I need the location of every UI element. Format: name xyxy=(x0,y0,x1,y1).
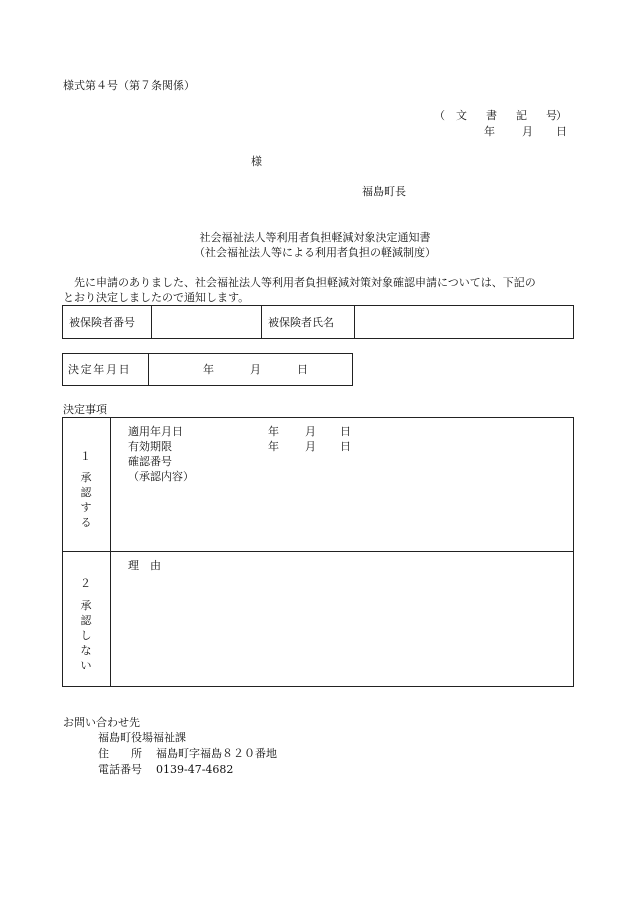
applied-date-day: 日 xyxy=(340,425,351,438)
confirmation-number-label: 確認番号 xyxy=(128,455,172,468)
document-reference: （ 文 書 記 号 ） xyxy=(434,109,567,122)
valid-until-month: 月 xyxy=(305,440,316,453)
document-title: 社会福祉法人等利用者負担軽減対象決定通知書 xyxy=(199,231,431,244)
table-divider xyxy=(354,305,355,339)
approval-details-label: （承認内容） xyxy=(128,470,194,483)
body-text-line2: とおり決定しましたので通知します。 xyxy=(63,291,250,304)
contact-phone-label: 電話番号 xyxy=(98,763,142,776)
issuer: 福島町長 xyxy=(362,185,406,198)
applied-date-month: 月 xyxy=(305,425,316,438)
insured-name-label: 被保険者氏名 xyxy=(268,316,334,329)
applied-date-label: 適用年月日 xyxy=(128,425,183,438)
approve-label: 承 認 す る xyxy=(80,471,92,529)
table-divider xyxy=(148,353,149,386)
reject-label: 承 認 し な い xyxy=(80,599,92,672)
contact-office: 福島町役場福祉課 xyxy=(98,731,186,744)
contact-address: 福島町字福島８２０番地 xyxy=(156,747,277,760)
decision-date-year: 年 xyxy=(203,363,214,376)
addressee-suffix: 様 xyxy=(251,155,262,168)
table-divider xyxy=(261,305,262,339)
table-divider xyxy=(110,417,111,687)
contact-address-label: 住 所 xyxy=(98,747,142,760)
table-divider xyxy=(62,551,574,552)
table-divider xyxy=(151,305,152,339)
reason-label: 理 由 xyxy=(128,559,161,572)
decision-date-label: 決定年月日 xyxy=(68,363,132,376)
body-text-line1: 先に申請のありました、社会福祉法人等利用者負担軽減対策対象確認申請については、下記の xyxy=(63,276,536,289)
issue-date: 年 月 日 xyxy=(484,125,567,138)
contact-phone: 0139-47-4682 xyxy=(156,763,234,776)
valid-until-label: 有効期限 xyxy=(128,440,172,453)
decision-date-month: 月 xyxy=(250,363,261,376)
applied-date-year: 年 xyxy=(268,425,279,438)
reject-number: ２ xyxy=(80,577,91,590)
document-subtitle: （社会福祉法人等による利用者負担の軽減制度） xyxy=(194,246,436,259)
valid-until-year: 年 xyxy=(268,440,279,453)
decision-heading: 決定事項 xyxy=(63,403,107,416)
decision-date-day: 日 xyxy=(297,363,308,376)
insured-number-label: 被保険者番号 xyxy=(69,316,135,329)
valid-until-day: 日 xyxy=(340,440,351,453)
contact-heading: お問い合わせ先 xyxy=(63,716,140,729)
form-number: 様式第４号（第７条関係） xyxy=(63,79,195,92)
approve-number: １ xyxy=(80,450,91,463)
